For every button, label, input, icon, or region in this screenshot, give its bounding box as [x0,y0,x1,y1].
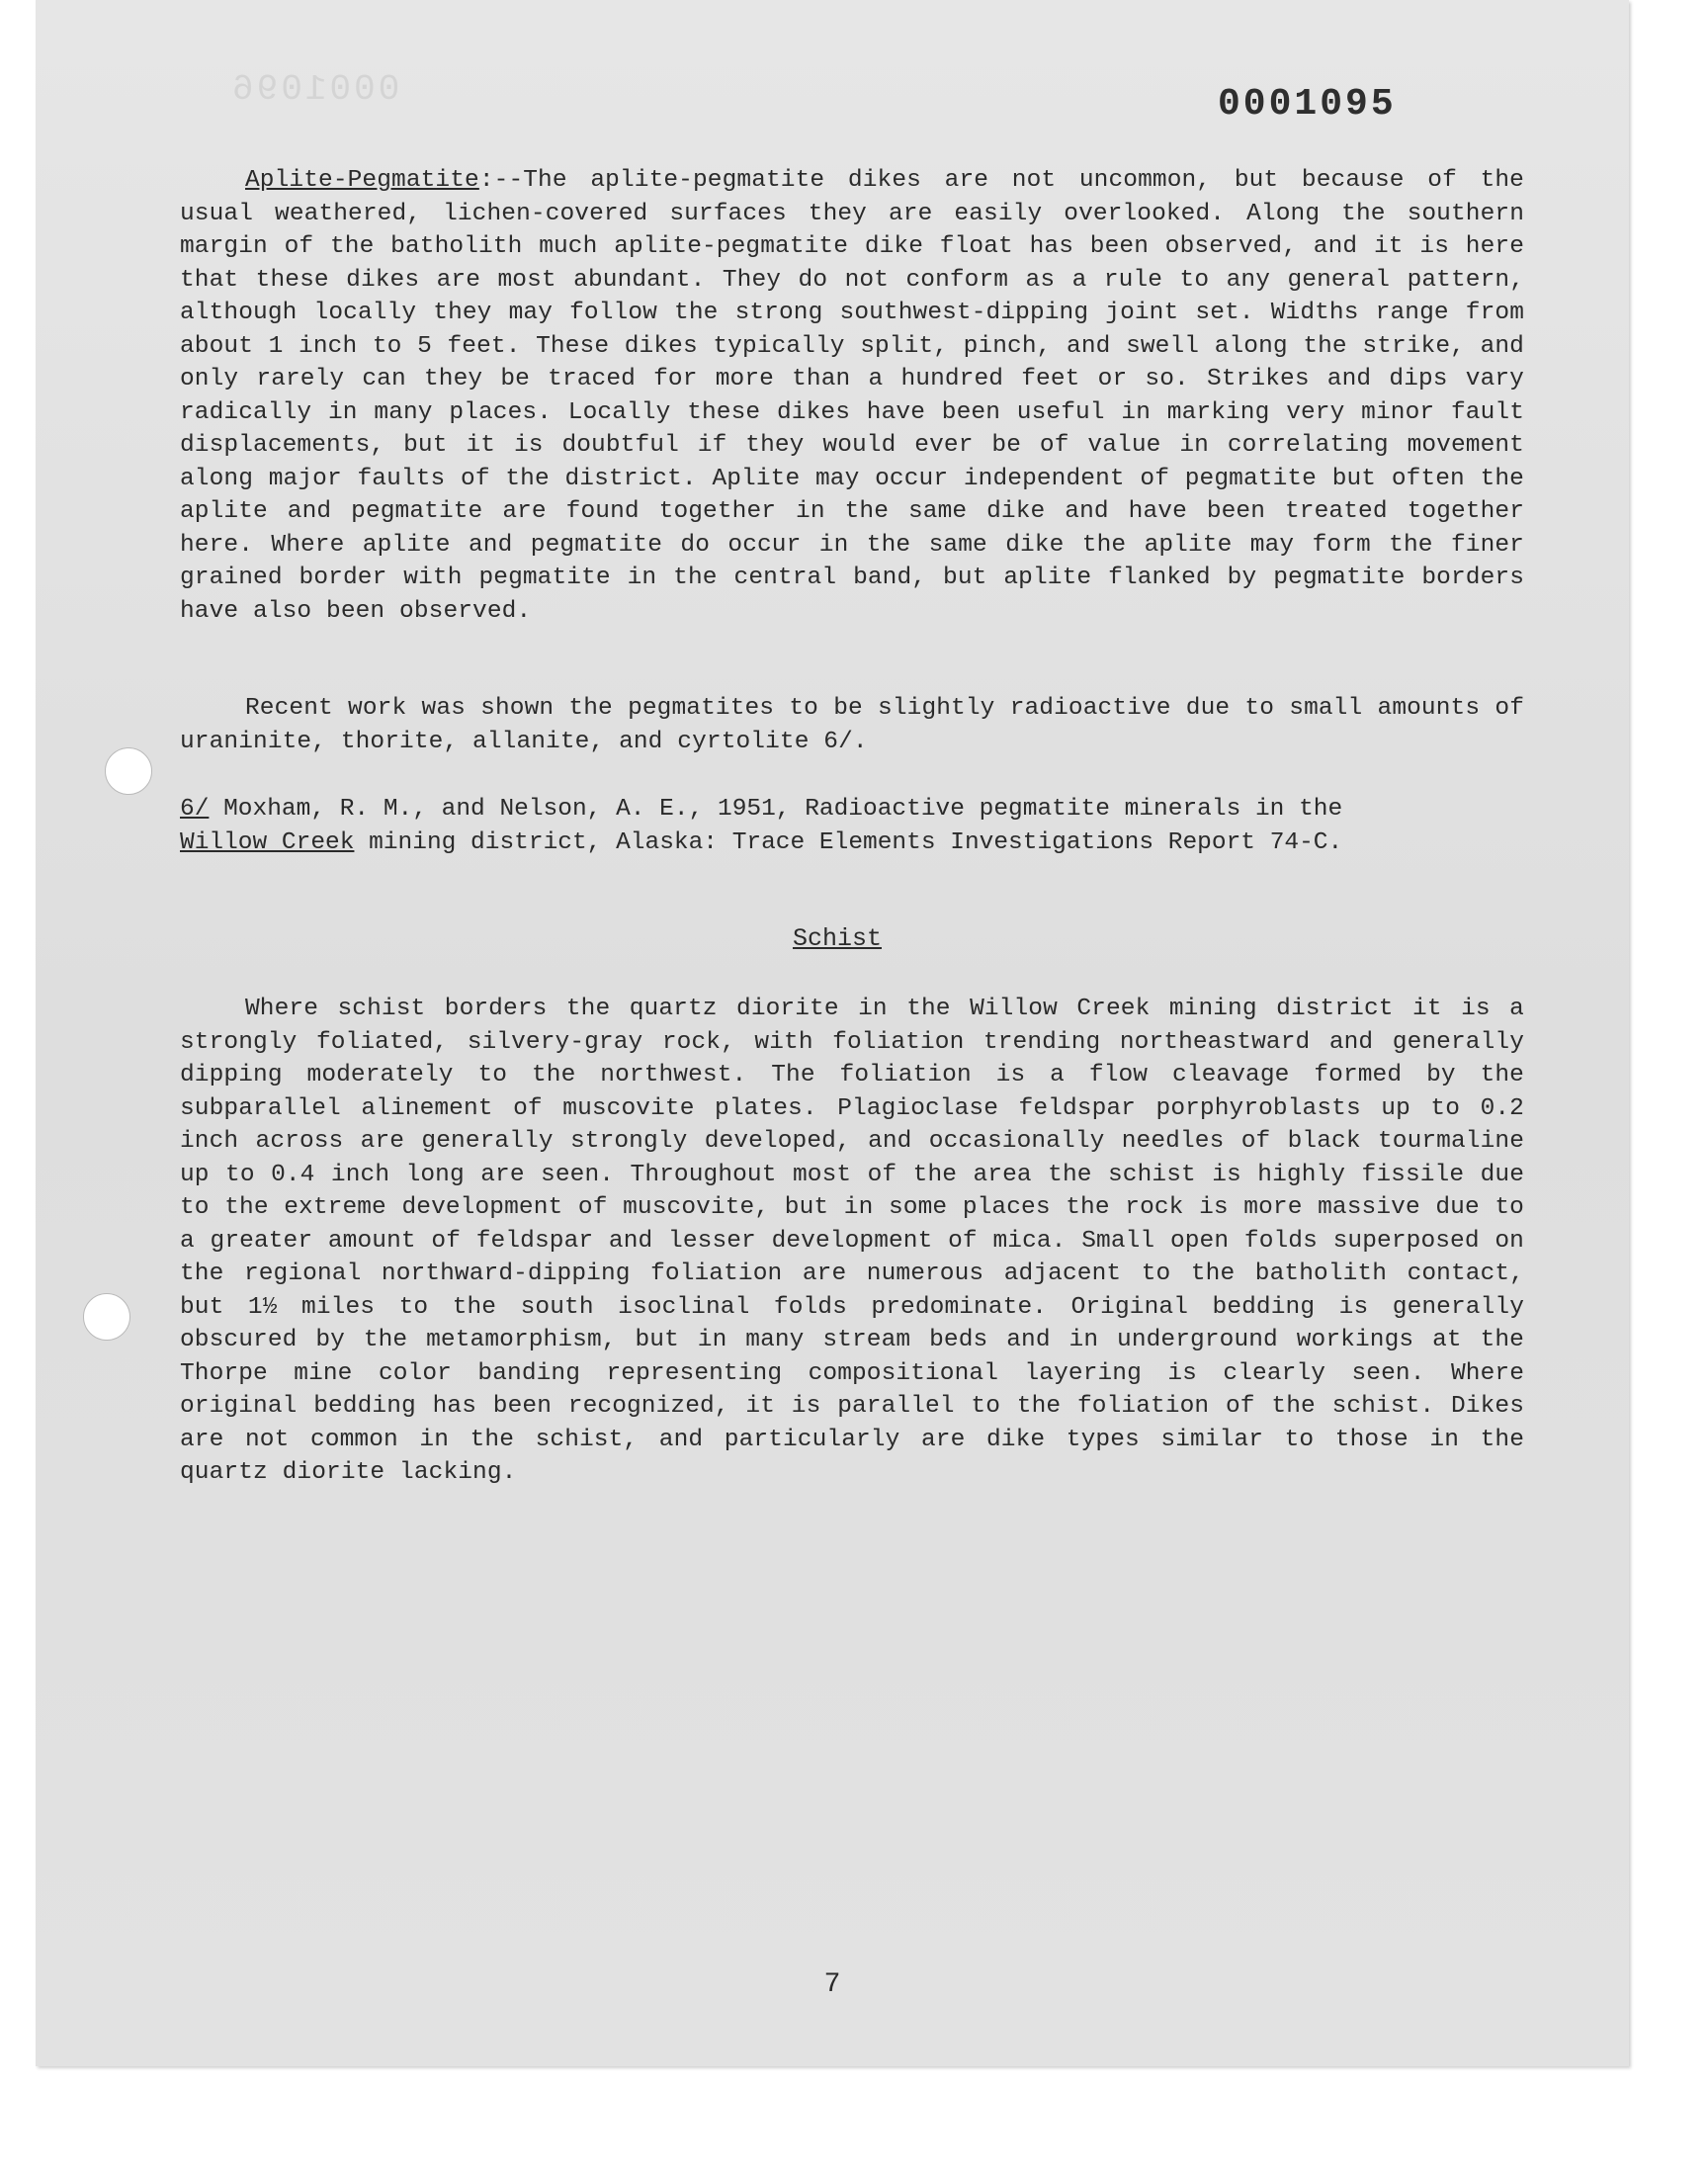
footnote-line-1: Moxham, R. M., and Nelson, A. E., 1951, Radioactive pegmatite minerals in the [209,796,1343,823]
aplite-pegmatite-paragraph [180,164,1524,628]
schist-paragraph [180,993,1524,1490]
radioactive-paragraph [180,692,1524,758]
footnote-marker: 6/ [180,796,210,823]
page-number: 7 [823,1969,841,2000]
schist-body: Where schist borders the quartz diorite in the Willow Creek mining district it is a strongly foliated, silvery-gray rock, with foliation trending northeastward and generally dipping moderately to the northwest. The foliation is a flow cleavage formed by the subparallel alinement of muscovite plates. Plagioclase feldspar porphyroblasts up to 0.2 inch across are generally strongly developed, and occasionally needles of black tourmaline up to 0.4 inch long are seen. Throughout most of the area the schist is highly fissile due to the extreme development of muscovite, but in some places the rock is more massive due to a greater amount of feldspar and lesser development of mica. Small open folds superposed on the regional northward-dipping foliation are numerous adjacent to the batholith contact, but 1½ miles to the south isoclinal folds predominate. Original bedding is generally obscured by the metamorphism, but in many stream beds and in underground workings at the Thorpe mine color banding representing compositional layering is clearly seen. Where original bedding has been recognized, it is parallel to the foliation of the schist. Dikes are not common in the schist, and particularly are dike types similar to those in the quartz diorite lacking. [180,996,1524,1486]
footnote-line-2: mining district, Alaska: Trace Elements Investigations Report 74-C. [354,828,1343,856]
footnote [180,793,1524,859]
aplite-pegmatite-body: :--The aplite-pegmatite dikes are not uncommon, but because of the usual weathered, lichen-covered surfaces they are easily overlooked. Along the southern margin of the batholith much aplite-pegmatite dike float has been observed, and it is here that these dikes are most abundant. They do not conform as a rule to any general pattern, although locally they may follow the strong southwest-dipping joint set. Widths range from about 1 inch to 5 feet. These dikes typically split, pinch, and swell along the strike, and only rarely can they be traced for more than a hundred feet or so. Strikes and dips vary radically in many places. Locally these dikes have been useful in marking very minor fault displacements, but it is doubtful if they would ever be of value in correlating movement along major faults of the district. Aplite may occur independent of pegmatite but often the aplite and pegmatite are found together in the same dike and have been treated together here. Where aplite and pegmatite do occur in the same dike the aplite may form the finer grained border with pegmatite in the central band, but aplite flanked by pegmatite borders have also been observed. [180,167,1524,625]
footnote-underlined-place: Willow Creek [180,828,355,856]
punch-hole-bottom [83,1293,130,1341]
aplite-pegmatite-heading: Aplite-Pegmatite [245,167,479,194]
punch-hole-top [105,747,152,795]
schist-heading: Schist [792,924,882,953]
bleed-through-number: 0001096 [229,69,400,110]
document-number: 0001095 [1218,83,1397,126]
radioactive-text: Recent work was shown the pegmatites to be slightly radioactive due to small amounts of uraninite, thorite, allanite, and cyrtolite 6/. [180,695,1524,755]
